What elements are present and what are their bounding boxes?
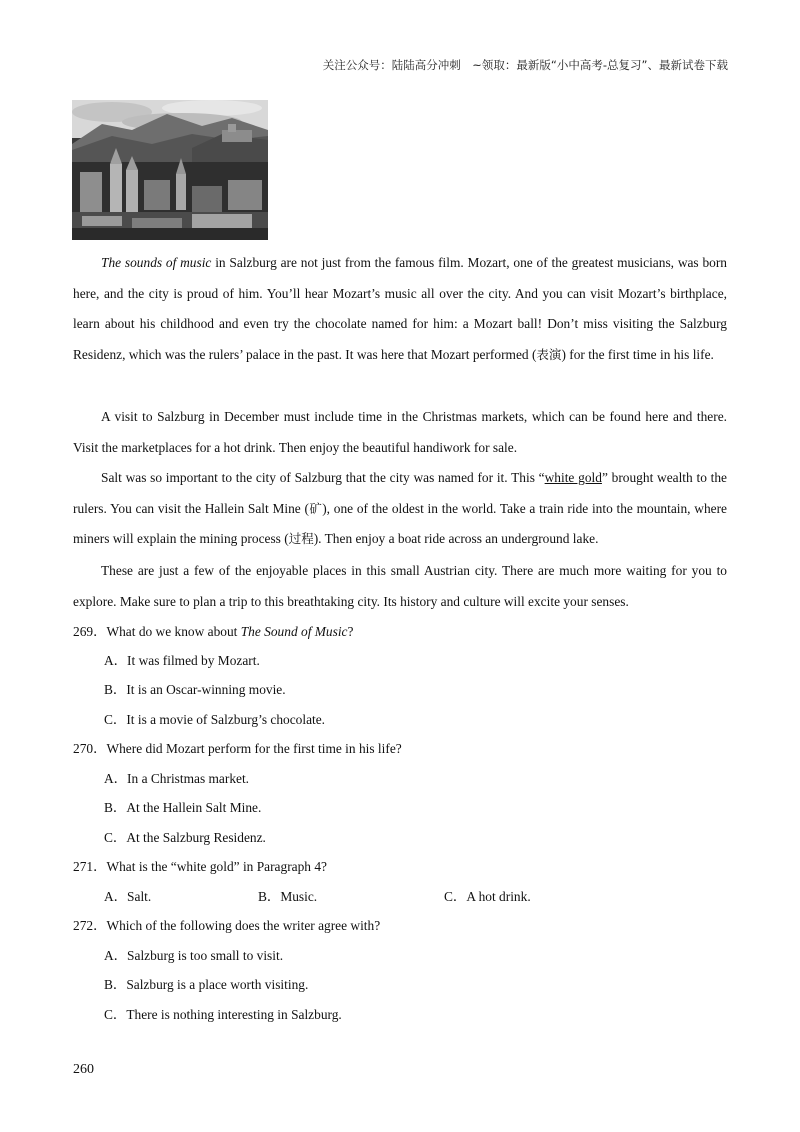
q272-option-a[interactable]: A．Salzburg is too small to visit. xyxy=(104,948,284,963)
q271-option-a[interactable]: A．Salt. xyxy=(104,889,152,904)
page-header: 关注公众号：陆陆高分冲刺 ~领取：最新版“小中高考-总复习”、最新试卷下载 xyxy=(322,58,728,72)
passage-paragraph-2: A visit to Salzburg in December must include time in the Christmas markets, which can be found here and there. Visit the marketplaces for a hot drink. Then enjoy the beautiful handiwork for sale. xyxy=(73,409,727,455)
film-title: The sounds of music xyxy=(101,255,212,270)
q272-option-c[interactable]: C．There is nothing interesting in Salzburg. xyxy=(104,1007,342,1022)
salzburg-photo xyxy=(72,100,268,240)
q270-option-a[interactable]: A．In a Christmas market. xyxy=(104,771,250,786)
q271-option-b[interactable]: B．Music. xyxy=(258,889,318,904)
question-title: The Sound of Music xyxy=(240,624,348,639)
q269-option-b[interactable]: B．It is an Oscar-winning movie. xyxy=(104,682,286,697)
q271-option-c[interactable]: C．A hot drink. xyxy=(444,889,531,904)
passage-paragraph-4: These are just a few of the enjoyable places in this small Austrian city. There are much more waiting for you to explore. Make sure to plan a trip to this breathtaking city. Its history and culture will excite your senses. xyxy=(73,563,727,609)
page-number: 260 xyxy=(73,1062,94,1077)
passage-paragraph-3: Salt was so important to the city of Salzburg that the city was named for it. This “white gold” brought wealth to the rulers. You can visit the Hallein Salt Mine (矿), one of the oldest in the world. Take a train ride into the mountain, where miners will explain the mining process (过程). Then enjoy a boat ride across an underground lake. xyxy=(73,470,727,547)
q272-option-b[interactable]: B．Salzburg is a place worth visiting. xyxy=(104,977,309,992)
question-272: 272．Which of the following does the writer agree with? xyxy=(73,918,381,933)
underlined-phrase: white gold xyxy=(544,470,602,485)
gloss: 矿 xyxy=(308,500,323,516)
q270-option-b[interactable]: B．At the Hallein Salt Mine. xyxy=(104,800,262,815)
q269-option-c[interactable]: C．It is a movie of Salzburg’s chocolate. xyxy=(104,712,326,727)
q269-option-a[interactable]: A．It was filmed by Mozart. xyxy=(104,653,260,668)
question-270: 270．Where did Mozart perform for the first time in his life? xyxy=(73,741,402,756)
passage-paragraph-1: The sounds of music in Salzburg are not just from the famous film. Mozart, one of the greatest musicians, was born here, and the city is proud of him. You’ll hear Mozart’s music all over the city. And you can visit Mozart’s birthplace, learn about his childhood and even try the chocolate named for him: a Mozart ball! Don’t miss visiting the Salzburg Residenz, which was the rulers’ palace in the past. It was here that Mozart performed (表演) for the first time in his life. xyxy=(73,255,727,363)
question-269: 269．What do we know about The Sound of Music? xyxy=(73,624,354,639)
question-271: 271．What is the “white gold” in Paragraph 4? xyxy=(73,859,327,874)
q270-option-c[interactable]: C．At the Salzburg Residenz. xyxy=(104,830,266,845)
gloss: 表演 xyxy=(536,347,562,363)
gloss: 过程 xyxy=(288,531,314,547)
